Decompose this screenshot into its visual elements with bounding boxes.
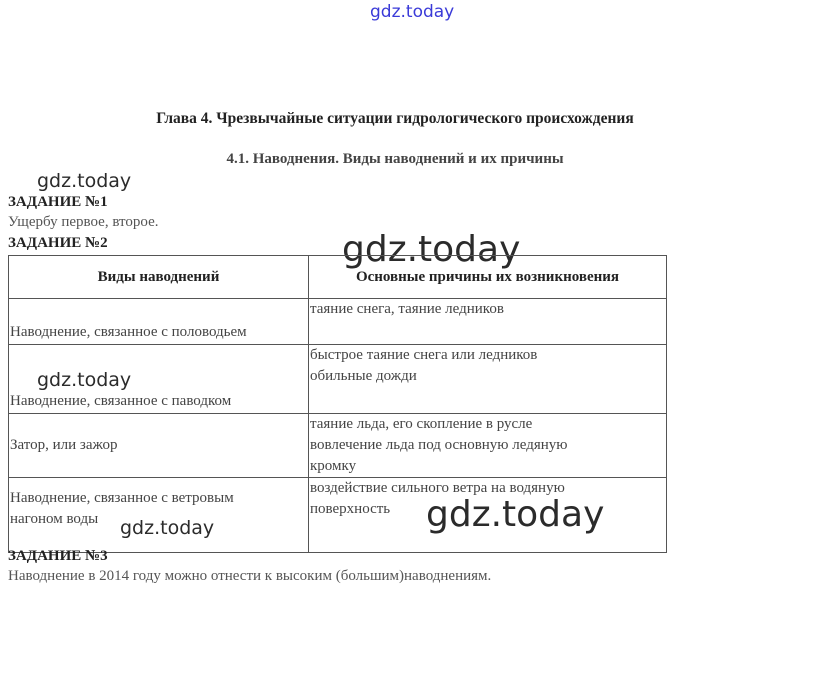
table-header-types: Виды наводнений (9, 256, 309, 299)
cause-line: обильные дожди (310, 368, 417, 384)
flood-type-cell: Наводнение, связанное с паводком (9, 345, 309, 414)
table-header-causes: Основные причины их возникновения (309, 256, 667, 299)
table-header-row (9, 256, 667, 299)
cause-line: кромку (310, 458, 357, 474)
task2-title: ЗАДАНИЕ №2 (8, 235, 108, 251)
flood-type-cell: Наводнение, связанное с половодьем (9, 299, 309, 345)
cause-line: поверхность (310, 501, 391, 517)
cause-line: таяние снега, таяние ледников (310, 301, 504, 317)
task1-title: ЗАДАНИЕ №1 (8, 194, 108, 210)
flood-type-line: нагоном воды (10, 511, 99, 527)
watermark: gdz.today (37, 369, 132, 391)
flood-type-line: Наводнение, связанное с ветровым (10, 490, 234, 506)
cause-line: быстрое таяние снега или ледников (310, 347, 538, 363)
flood-causes-cell (309, 414, 667, 478)
chapter-title: Глава 4. Чрезвычайные ситуации гидрологического происхождения (156, 110, 634, 127)
cause-line: вовлечение льда под основную ледяную (310, 437, 568, 453)
cause-line: таяние льда, его скопление в русле (310, 416, 533, 432)
watermark: gdz.today (120, 517, 215, 539)
flood-causes-cell (309, 345, 667, 414)
task3-answer: Наводнение в 2014 году можно отнести к высоким (большим)наводнениям. (8, 568, 492, 584)
flood-type-cell (9, 478, 309, 553)
task3-title: ЗАДАНИЕ №3 (8, 548, 108, 564)
flood-type-cell: Затор, или зажор (9, 414, 309, 478)
watermark: gdz.today (426, 494, 605, 535)
table-row (9, 299, 667, 345)
section-title: 4.1. Наводнения. Виды наводнений и их причины (226, 151, 564, 167)
watermark: gdz.today (37, 170, 132, 192)
watermark: gdz.today (342, 229, 521, 270)
task1-answer: Ущербу первое, второе. (8, 214, 159, 230)
watermark-top: gdz.today (370, 2, 455, 22)
flood-causes-cell (309, 299, 667, 345)
cause-line: воздействие сильного ветра на водяную (310, 480, 565, 496)
table-row (9, 414, 667, 478)
